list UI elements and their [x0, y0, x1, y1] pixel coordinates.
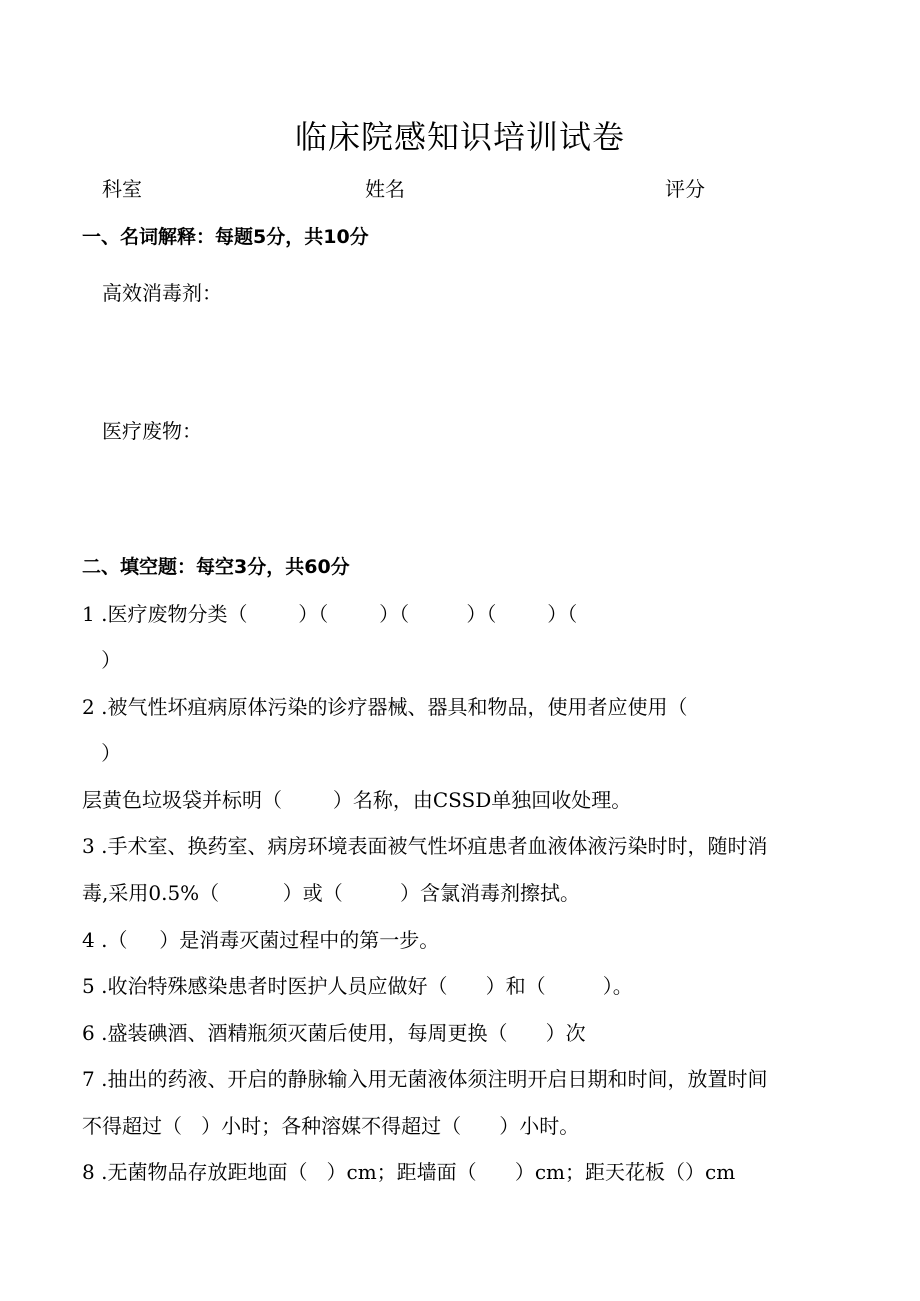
question-line: 1 .医疗废物分类（ ）（ ）（ ）（ ）（: [82, 602, 578, 626]
term-medical-waste: 医疗废物：: [102, 419, 202, 443]
question-line: ）: [82, 741, 122, 765]
question-line: 3 .手术室、换药室、病房环境表面被气性坏疽患者血液体液污染时时，随时消: [82, 834, 768, 858]
section2-heading: 二、填空题：每空3分，共60分: [82, 556, 350, 578]
question-line: 2 .被气性坏疽病原体污染的诊疗器械、器具和物品，使用者应使用（: [82, 695, 688, 719]
question-line: 层黄色垃圾袋并标明（ ）名称，由CSSD单独回收处理。: [82, 788, 632, 812]
name-label: 姓名: [365, 177, 405, 201]
question-line: ）: [82, 648, 122, 672]
department-label: 科室: [102, 177, 142, 201]
question-line: 7 .抽出的药液、开启的静脉输入用无菌液体须注明开启日期和时间，放置时间: [82, 1067, 768, 1091]
question-line: 4 .（ ）是消毒灭菌过程中的第一步。: [82, 928, 440, 952]
question-line: 6 .盛装碘酒、酒精瓶须灭菌后使用，每周更换（ ）次: [82, 1021, 586, 1045]
score-label: 评分: [665, 177, 705, 201]
question-line: 毒,采用0.5%（ ）或（ ）含氯消毒剂擦拭。: [82, 881, 580, 905]
question-line: 8 .无菌物品存放距地面（ ）cm；距墙面（ ）cm；距天花板（）cm: [82, 1160, 736, 1184]
question-line: 不得超过（ ）小时；各种溶媒不得超过（ ）小时。: [82, 1114, 580, 1138]
term-high-efficiency-disinfectant: 高效消毒剂：: [102, 281, 222, 305]
exam-title: 临床院感知识培训试卷: [294, 118, 625, 156]
section1-heading: 一、名词解释：每题5分，共10分: [82, 226, 369, 248]
question-line: 5 .收治特殊感染患者时医护人员应做好（ ）和（ ）。: [82, 974, 633, 998]
